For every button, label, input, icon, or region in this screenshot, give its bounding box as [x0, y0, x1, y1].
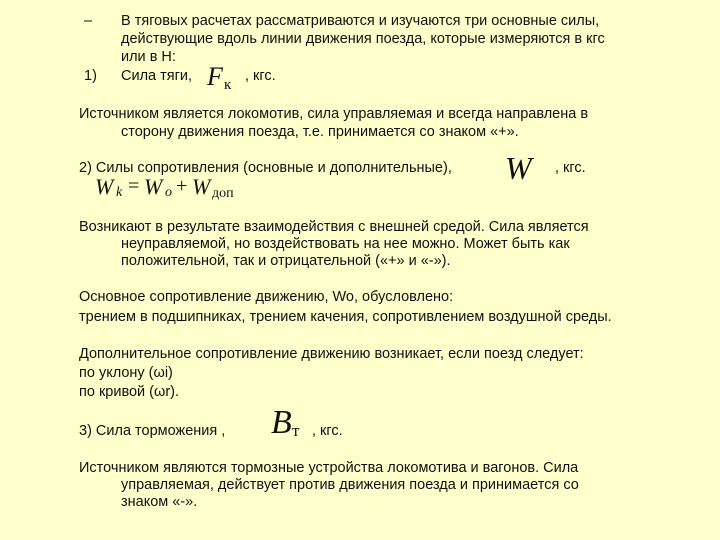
para3-line: трением в подшипниках, трением качения, сопротивлением воздушной среды.	[79, 309, 612, 325]
para2-line: неуправляемой, но воздействовать на нее можно. Может быть как	[121, 236, 570, 252]
intro-dash: –	[84, 13, 93, 29]
para5-line: Источником являются тормозные устройства локомотива и вагонов. Сила	[79, 460, 579, 476]
item3-label: 3) Сила торможения ,	[79, 423, 226, 439]
item1-unit: , кгс.	[245, 68, 276, 84]
item1-label: Сила тяги,	[121, 68, 193, 84]
para5-line: управляемая, действует против движения поезда и принимается со	[121, 477, 579, 493]
force-f-symbol: F	[207, 62, 223, 91]
resistance-w-symbol: W	[505, 150, 532, 186]
formula-lhs-sub: k	[116, 185, 123, 200]
para1-line: Источником является локомотив, сила управляемая и всегда направлена в	[79, 106, 589, 122]
item3-unit: , кгс.	[312, 423, 343, 439]
formula-term2-sub: доп	[212, 186, 234, 201]
intro-line: или в Н:	[121, 49, 176, 65]
para4-line: по уклону (ωi)	[79, 365, 173, 381]
item2-label: 2) Силы сопротивления (основные и дополнительные),	[79, 160, 452, 176]
para3-line: Основное сопротивление движению, Wo, обусловлено:	[79, 289, 454, 305]
formula-term2: W	[192, 174, 211, 199]
item1-number: 1)	[84, 68, 97, 84]
formula-lhs: W	[95, 174, 114, 199]
formula-equals: =	[128, 175, 140, 197]
intro-line: В тяговых расчетах рассматриваются и изучаются три основные силы,	[121, 13, 600, 29]
item2-unit: , кгс.	[555, 160, 586, 176]
para4-line: Дополнительное сопротивление движению возникает, если поезд следует:	[79, 346, 584, 362]
brake-b-subscript: т	[292, 421, 300, 440]
formula-plus: +	[176, 175, 188, 197]
formula-term1: W	[144, 174, 163, 199]
para4-line: по кривой (ωr).	[79, 384, 180, 400]
para2-line: Возникают в результате взаимодействия с внешней средой. Сила является	[79, 219, 589, 235]
formula-term1-sub: o	[165, 185, 172, 200]
brake-b-symbol: B	[271, 404, 292, 441]
para1-line: сторону движения поезда, т.е. принимается со знаком «+».	[121, 124, 519, 140]
para5-line: знаком «‑».	[121, 494, 198, 510]
para2-line: положительной, так и отрицательной («+» и «‑»).	[121, 253, 451, 269]
intro-line: действующие вдоль линии движения поезда, которые измеряются в кгс	[121, 31, 605, 47]
force-f-subscript: к	[224, 77, 232, 93]
